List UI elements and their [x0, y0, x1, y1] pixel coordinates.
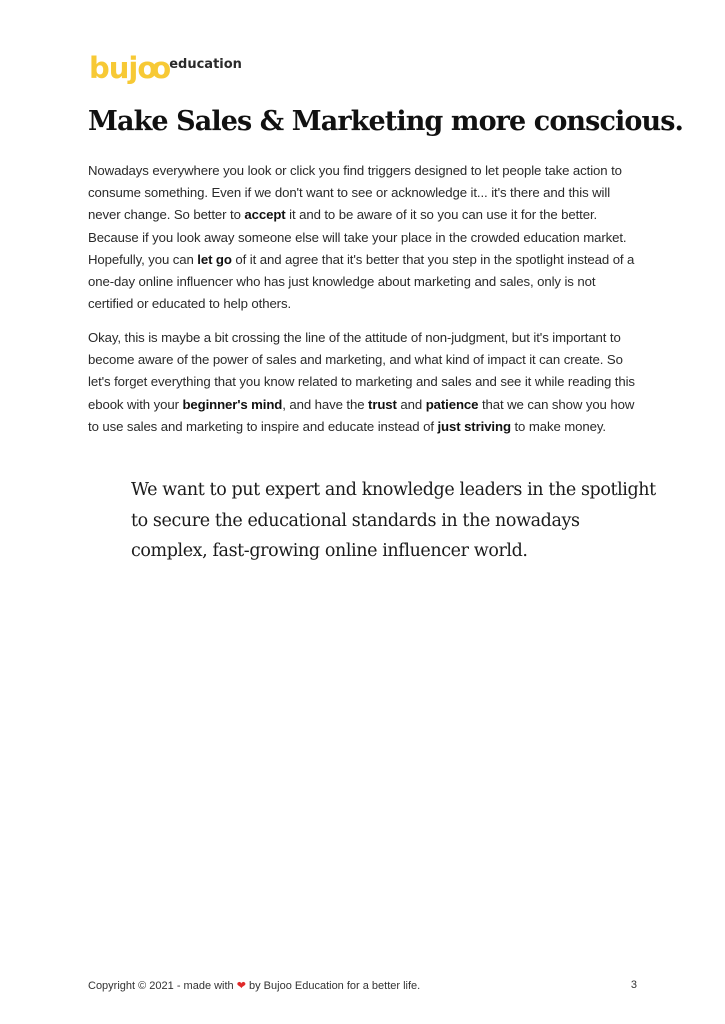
page-number: 3: [630, 979, 637, 991]
paragraph-text: that we can show you how to use sales and marketing to inspire and educate instead of: [88, 396, 635, 434]
paragraph-text: Nowadays everywhere you look or click you find triggers designed to let people take action to consume something. Even if we don't want to see or acknowledge it... it's there and this will never change. So better to: [88, 163, 622, 223]
emphasis-trust: trust: [368, 396, 397, 412]
paragraph-text: of it and agree that it's better that you step in the spotlight instead of a one-day online influencer who has just knowledge about marketing and sales, only is not certified or educated to help others.: [88, 251, 635, 312]
emphasis-just-striving: just striving: [437, 418, 511, 434]
heart-icon: ❤: [236, 980, 246, 992]
paragraph-text: Okay, this is maybe a bit crossing the line of the attitude of non-judgment, but it's important to become aware of the power of sales and marketing, and what kind of impact it can create. So let's forget everything that you know related to marketing and sales and see it while reading this ebook with your: [88, 330, 635, 412]
page-title: Make Sales & Marketing more conscious.: [88, 106, 684, 137]
copyright-text: [88, 979, 420, 992]
emphasis-patience: patience: [425, 396, 479, 412]
logo-mark: [89, 51, 166, 85]
quote-line: to secure the educational standards in the nowadays: [131, 510, 580, 531]
second-paragraph: [88, 327, 640, 438]
quote-line: complex, fast-growing online influencer world.: [131, 541, 528, 561]
intro-paragraph: [88, 160, 640, 315]
paragraph-text: it and to be aware of it so you can use it for the better. Because if you look away someone else will take your place in the crowded education market. Hopefully, you can: [88, 207, 627, 267]
logo-infinity-mark: oo: [137, 51, 166, 85]
logo-mark-text: buj: [89, 51, 138, 85]
paragraph-text: to make money.: [510, 418, 606, 434]
brand-logo: [89, 50, 242, 85]
copyright-prefix: Copyright © 2021 - made with: [88, 980, 237, 992]
emphasis-beginners-mind: beginner's mind: [182, 396, 283, 412]
emphasis-accept: accept: [244, 207, 286, 223]
paragraph-text: , and have the: [282, 396, 369, 412]
paragraph-text: and: [396, 396, 426, 412]
emphasis-let-go: let go: [197, 251, 232, 267]
logo-wordmark: education: [169, 57, 242, 72]
copyright-suffix: by Bujoo Education for a better life.: [245, 980, 421, 992]
page-footer: [88, 979, 637, 992]
quote-line: We want to put expert and knowledge leaders in the spotlight: [131, 480, 656, 500]
pull-quote: [131, 475, 656, 567]
